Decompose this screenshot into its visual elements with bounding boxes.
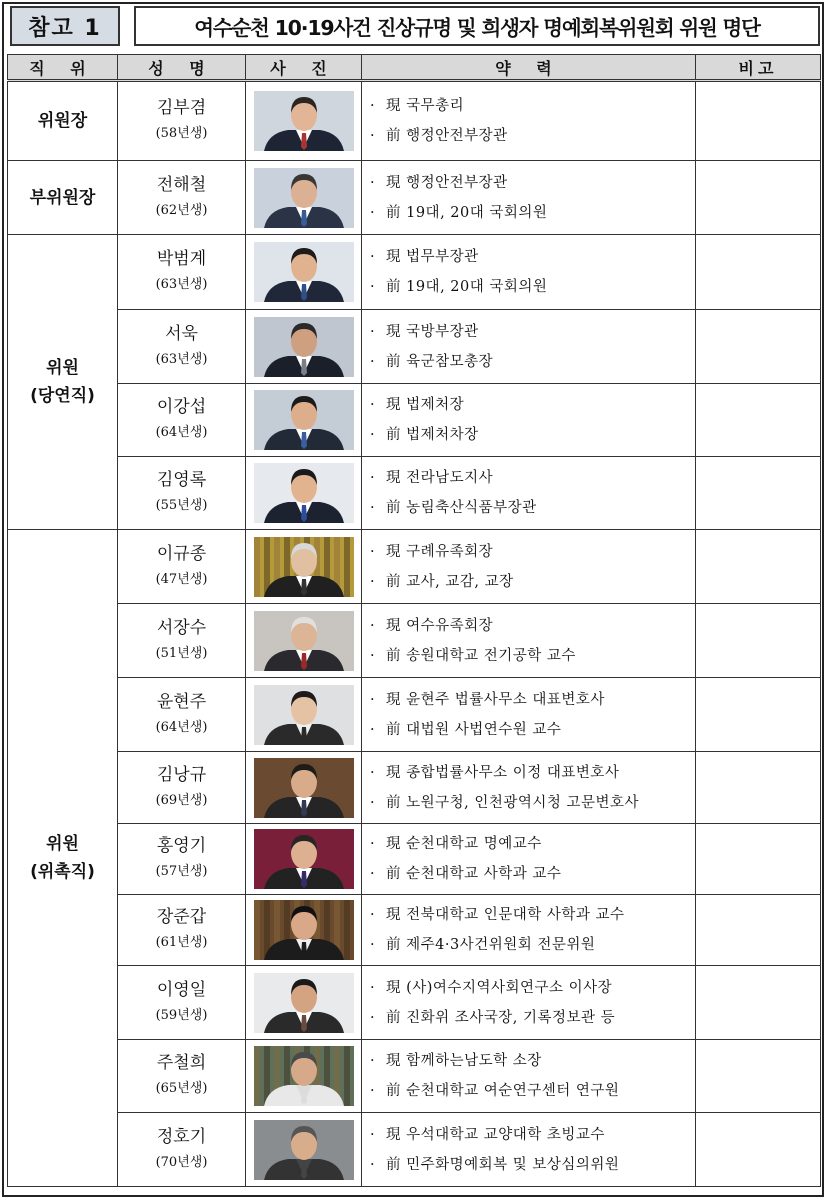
member-row (8, 310, 821, 384)
bullet-icon: · (370, 323, 376, 340)
bullet-icon: · (370, 470, 376, 486)
career-former (370, 930, 695, 960)
note-cell (696, 310, 821, 384)
position-cell (8, 161, 118, 235)
bullet-icon: · (370, 1083, 376, 1099)
photo-cell (246, 678, 362, 752)
member-birth-year: (63년생) (155, 277, 208, 292)
member-photo (254, 1046, 354, 1106)
note-cell (696, 604, 821, 678)
career-cell (362, 530, 696, 604)
career-cell (362, 966, 696, 1040)
member-photo (254, 168, 354, 228)
member-name: 서장수 (156, 617, 207, 638)
note-cell (696, 895, 821, 966)
member-birth-year: (55년생) (155, 498, 208, 513)
member-row (8, 161, 821, 235)
career-cell (362, 161, 696, 235)
career-text: 現 (사)여수지역사회연구소 이사장 (386, 979, 613, 996)
member-row (8, 678, 821, 752)
name-cell (118, 604, 246, 678)
career-text: 現 행정안전부장관 (386, 174, 508, 191)
note-cell (696, 530, 821, 604)
career-current (370, 537, 695, 567)
member-birth-year: (62년생) (155, 202, 208, 218)
career-former (370, 420, 695, 450)
member-table (7, 54, 821, 1187)
career-current (370, 829, 695, 859)
career-text: 現 함께하는남도학 소장 (386, 1053, 542, 1069)
career-current (370, 611, 695, 641)
career-text: 前 교사, 교감, 교장 (386, 573, 514, 590)
member-photo (254, 317, 354, 377)
position-label: 위원 (46, 834, 79, 854)
bullet-icon: · (370, 647, 376, 664)
career-text: 前 육군참모총장 (386, 353, 494, 370)
bullet-icon: · (370, 794, 376, 811)
career-former (370, 347, 695, 377)
bullet-icon: · (370, 279, 376, 295)
photo-cell (246, 604, 362, 678)
name-cell (118, 310, 246, 384)
bullet-icon: · (370, 397, 376, 413)
career-text: 前 노원구청, 인천광역시청 고문변호사 (386, 794, 640, 811)
career-cell (362, 1040, 696, 1113)
reference-label: 참고 1 (10, 6, 120, 46)
bullet-icon: · (370, 573, 376, 590)
career-current (370, 390, 695, 420)
bullet-icon: · (370, 979, 376, 996)
member-birth-year: (69년생) (155, 792, 208, 808)
career-text: 現 전라남도지사 (386, 470, 494, 486)
position-cell (8, 235, 118, 530)
career-text: 前 법제처차장 (386, 427, 479, 443)
member-photo (254, 463, 354, 523)
member-birth-year: (64년생) (155, 425, 208, 440)
note-cell (696, 384, 821, 457)
member-birth-year: (51년생) (155, 645, 208, 661)
note-cell (696, 752, 821, 824)
member-row (8, 1040, 821, 1113)
bullet-icon: · (370, 937, 376, 953)
position-cell (8, 530, 118, 1187)
member-name: 주철희 (156, 1053, 207, 1073)
note-cell (696, 161, 821, 235)
name-cell (118, 530, 246, 604)
member-name: 김낭규 (156, 764, 207, 785)
column-header-name: 성 명 (118, 55, 246, 81)
member-row (8, 604, 821, 678)
member-birth-year: (47년생) (155, 571, 208, 587)
member-name: 정호기 (156, 1126, 207, 1147)
career-current (370, 1046, 695, 1076)
career-text: 現 순천대학교 명예교수 (386, 836, 542, 852)
career-cell (362, 310, 696, 384)
member-row (8, 1113, 821, 1187)
document-title: 여수순천 10·19사건 진상규명 및 희생자 명예회복위원회 위원 명단 (134, 6, 820, 46)
career-text: 前 농림축산식품부장관 (386, 500, 537, 516)
career-text: 前 19대, 20대 국회의원 (386, 204, 548, 221)
member-row (8, 384, 821, 457)
career-cell (362, 604, 696, 678)
member-photo (254, 1120, 354, 1180)
bullet-icon: · (370, 204, 376, 221)
name-cell (118, 457, 246, 530)
column-header-position: 직 위 (8, 55, 118, 81)
table-header-row (8, 55, 821, 81)
name-cell (118, 81, 246, 161)
bullet-icon: · (370, 128, 376, 144)
career-former (370, 121, 695, 151)
career-former (370, 715, 695, 745)
career-text: 現 법제처장 (386, 397, 465, 413)
member-photo (254, 611, 354, 671)
bullet-icon: · (370, 617, 376, 634)
name-cell (118, 895, 246, 966)
name-cell (118, 384, 246, 457)
position-cell (8, 81, 118, 161)
name-cell (118, 1113, 246, 1187)
career-text: 現 국방부장관 (386, 323, 479, 340)
career-text: 現 여수유족회장 (386, 617, 494, 634)
photo-cell (246, 235, 362, 310)
bullet-icon: · (370, 1053, 376, 1069)
career-text: 前 송원대학교 전기공학 교수 (386, 647, 576, 664)
member-birth-year: (59년생) (155, 1007, 208, 1023)
member-birth-year: (64년생) (155, 719, 208, 735)
position-label: 위원장 (37, 111, 88, 131)
career-text: 現 법무부장관 (386, 249, 479, 265)
photo-cell (246, 966, 362, 1040)
column-header-photo: 사 진 (246, 55, 362, 81)
member-name: 서욱 (165, 323, 198, 344)
note-cell (696, 1113, 821, 1187)
member-name: 김영록 (156, 470, 207, 490)
photo-cell (246, 895, 362, 966)
position-label: 위원 (46, 358, 79, 378)
bullet-icon: · (370, 500, 376, 516)
name-cell (118, 966, 246, 1040)
career-former (370, 567, 695, 597)
bullet-icon: · (370, 836, 376, 852)
member-row (8, 824, 821, 895)
bullet-icon: · (370, 764, 376, 781)
photo-cell (246, 161, 362, 235)
photo-cell (246, 457, 362, 530)
name-cell (118, 161, 246, 235)
photo-cell (246, 752, 362, 824)
name-cell (118, 235, 246, 310)
photo-cell (246, 81, 362, 161)
career-former (370, 198, 695, 228)
bullet-icon: · (370, 98, 376, 114)
bullet-icon: · (370, 691, 376, 708)
career-current (370, 91, 695, 121)
member-name: 박범계 (156, 249, 207, 269)
photo-cell (246, 1040, 362, 1113)
note-cell (696, 457, 821, 530)
position-label: (위촉직) (30, 862, 95, 882)
career-text: 現 우석대학교 교양대학 초빙교수 (386, 1126, 605, 1143)
name-cell (118, 824, 246, 895)
career-text: 現 전북대학교 인문대학 사학과 교수 (386, 907, 625, 923)
member-name: 장준갑 (156, 907, 207, 927)
career-text: 現 국무총리 (386, 98, 465, 114)
career-current (370, 463, 695, 493)
career-current (370, 685, 695, 715)
member-row (8, 457, 821, 530)
member-photo (254, 829, 354, 889)
member-row (8, 895, 821, 966)
career-cell (362, 1113, 696, 1187)
bullet-icon: · (370, 427, 376, 443)
photo-cell (246, 310, 362, 384)
bullet-icon: · (370, 866, 376, 882)
career-former (370, 1150, 695, 1180)
career-text: 前 순천대학교 사학과 교수 (386, 866, 562, 882)
member-row (8, 752, 821, 824)
position-label: (당연직) (30, 386, 95, 406)
member-birth-year: (65년생) (155, 1081, 208, 1096)
member-name: 이영일 (156, 979, 207, 1000)
bullet-icon: · (370, 353, 376, 370)
member-birth-year: (58년생) (155, 126, 208, 141)
member-name: 김부겸 (156, 98, 207, 118)
note-cell (696, 1040, 821, 1113)
member-birth-year: (61년생) (155, 935, 208, 950)
member-birth-year: (57년생) (155, 864, 208, 879)
bullet-icon: · (370, 543, 376, 560)
note-cell (696, 966, 821, 1040)
bullet-icon: · (370, 721, 376, 738)
member-birth-year: (70년생) (155, 1154, 208, 1170)
career-text: 前 19대, 20대 국회의원 (386, 279, 548, 295)
career-text: 前 제주4·3사건위원회 전문위원 (386, 937, 596, 953)
career-current (370, 242, 695, 272)
bullet-icon: · (370, 1009, 376, 1026)
note-cell (696, 81, 821, 161)
career-cell (362, 678, 696, 752)
bullet-icon: · (370, 249, 376, 265)
career-former (370, 1003, 695, 1033)
photo-cell (246, 384, 362, 457)
member-birth-year: (63년생) (155, 351, 208, 367)
career-current (370, 1120, 695, 1150)
career-text: 現 구례유족회장 (386, 543, 494, 560)
member-row (8, 530, 821, 604)
member-row (8, 81, 821, 161)
member-name: 이규종 (156, 543, 207, 564)
member-photo (254, 900, 354, 960)
position-label: 부위원장 (29, 187, 96, 208)
career-text: 前 행정안전부장관 (386, 128, 508, 144)
career-cell (362, 752, 696, 824)
photo-cell (246, 824, 362, 895)
career-former (370, 1076, 695, 1106)
column-header-note: 비고 (696, 55, 821, 81)
bullet-icon: · (370, 907, 376, 923)
career-text: 現 윤현주 법률사무소 대표변호사 (386, 691, 605, 708)
member-photo (254, 91, 354, 151)
career-current (370, 900, 695, 930)
member-photo (254, 390, 354, 450)
career-current (370, 973, 695, 1003)
member-photo (254, 242, 354, 302)
career-current (370, 168, 695, 198)
name-cell (118, 752, 246, 824)
name-cell (118, 1040, 246, 1113)
column-header-career: 약 력 (362, 55, 696, 81)
career-current (370, 758, 695, 788)
member-photo (254, 758, 354, 818)
career-former (370, 493, 695, 523)
career-text: 前 진화위 조사국장, 기록정보관 등 (386, 1009, 616, 1026)
career-current (370, 317, 695, 347)
member-row (8, 235, 821, 310)
name-cell (118, 678, 246, 752)
member-row (8, 966, 821, 1040)
career-cell (362, 895, 696, 966)
bullet-icon: · (370, 1126, 376, 1143)
photo-cell (246, 1113, 362, 1187)
career-cell (362, 824, 696, 895)
bullet-icon: · (370, 1156, 376, 1173)
member-name: 이강섭 (156, 397, 207, 417)
career-text: 前 민주화명예회복 및 보상심의위원 (386, 1156, 620, 1173)
career-text: 前 대법원 사법연수원 교수 (386, 721, 562, 738)
career-former (370, 272, 695, 302)
note-cell (696, 235, 821, 310)
photo-cell (246, 530, 362, 604)
career-text: 前 순천대학교 여순연구센터 연구원 (386, 1083, 620, 1099)
career-cell (362, 81, 696, 161)
member-photo (254, 685, 354, 745)
note-cell (696, 678, 821, 752)
member-photo (254, 973, 354, 1033)
career-cell (362, 235, 696, 310)
note-cell (696, 824, 821, 895)
career-text: 現 종합법률사무소 이정 대표변호사 (386, 764, 620, 781)
member-name: 윤현주 (156, 691, 207, 712)
member-photo (254, 537, 354, 597)
member-name: 홍영기 (156, 836, 207, 856)
career-cell (362, 457, 696, 530)
bullet-icon: · (370, 174, 376, 191)
career-former (370, 641, 695, 671)
career-former (370, 788, 695, 818)
member-name: 전해철 (156, 174, 207, 195)
career-cell (362, 384, 696, 457)
career-former (370, 859, 695, 889)
